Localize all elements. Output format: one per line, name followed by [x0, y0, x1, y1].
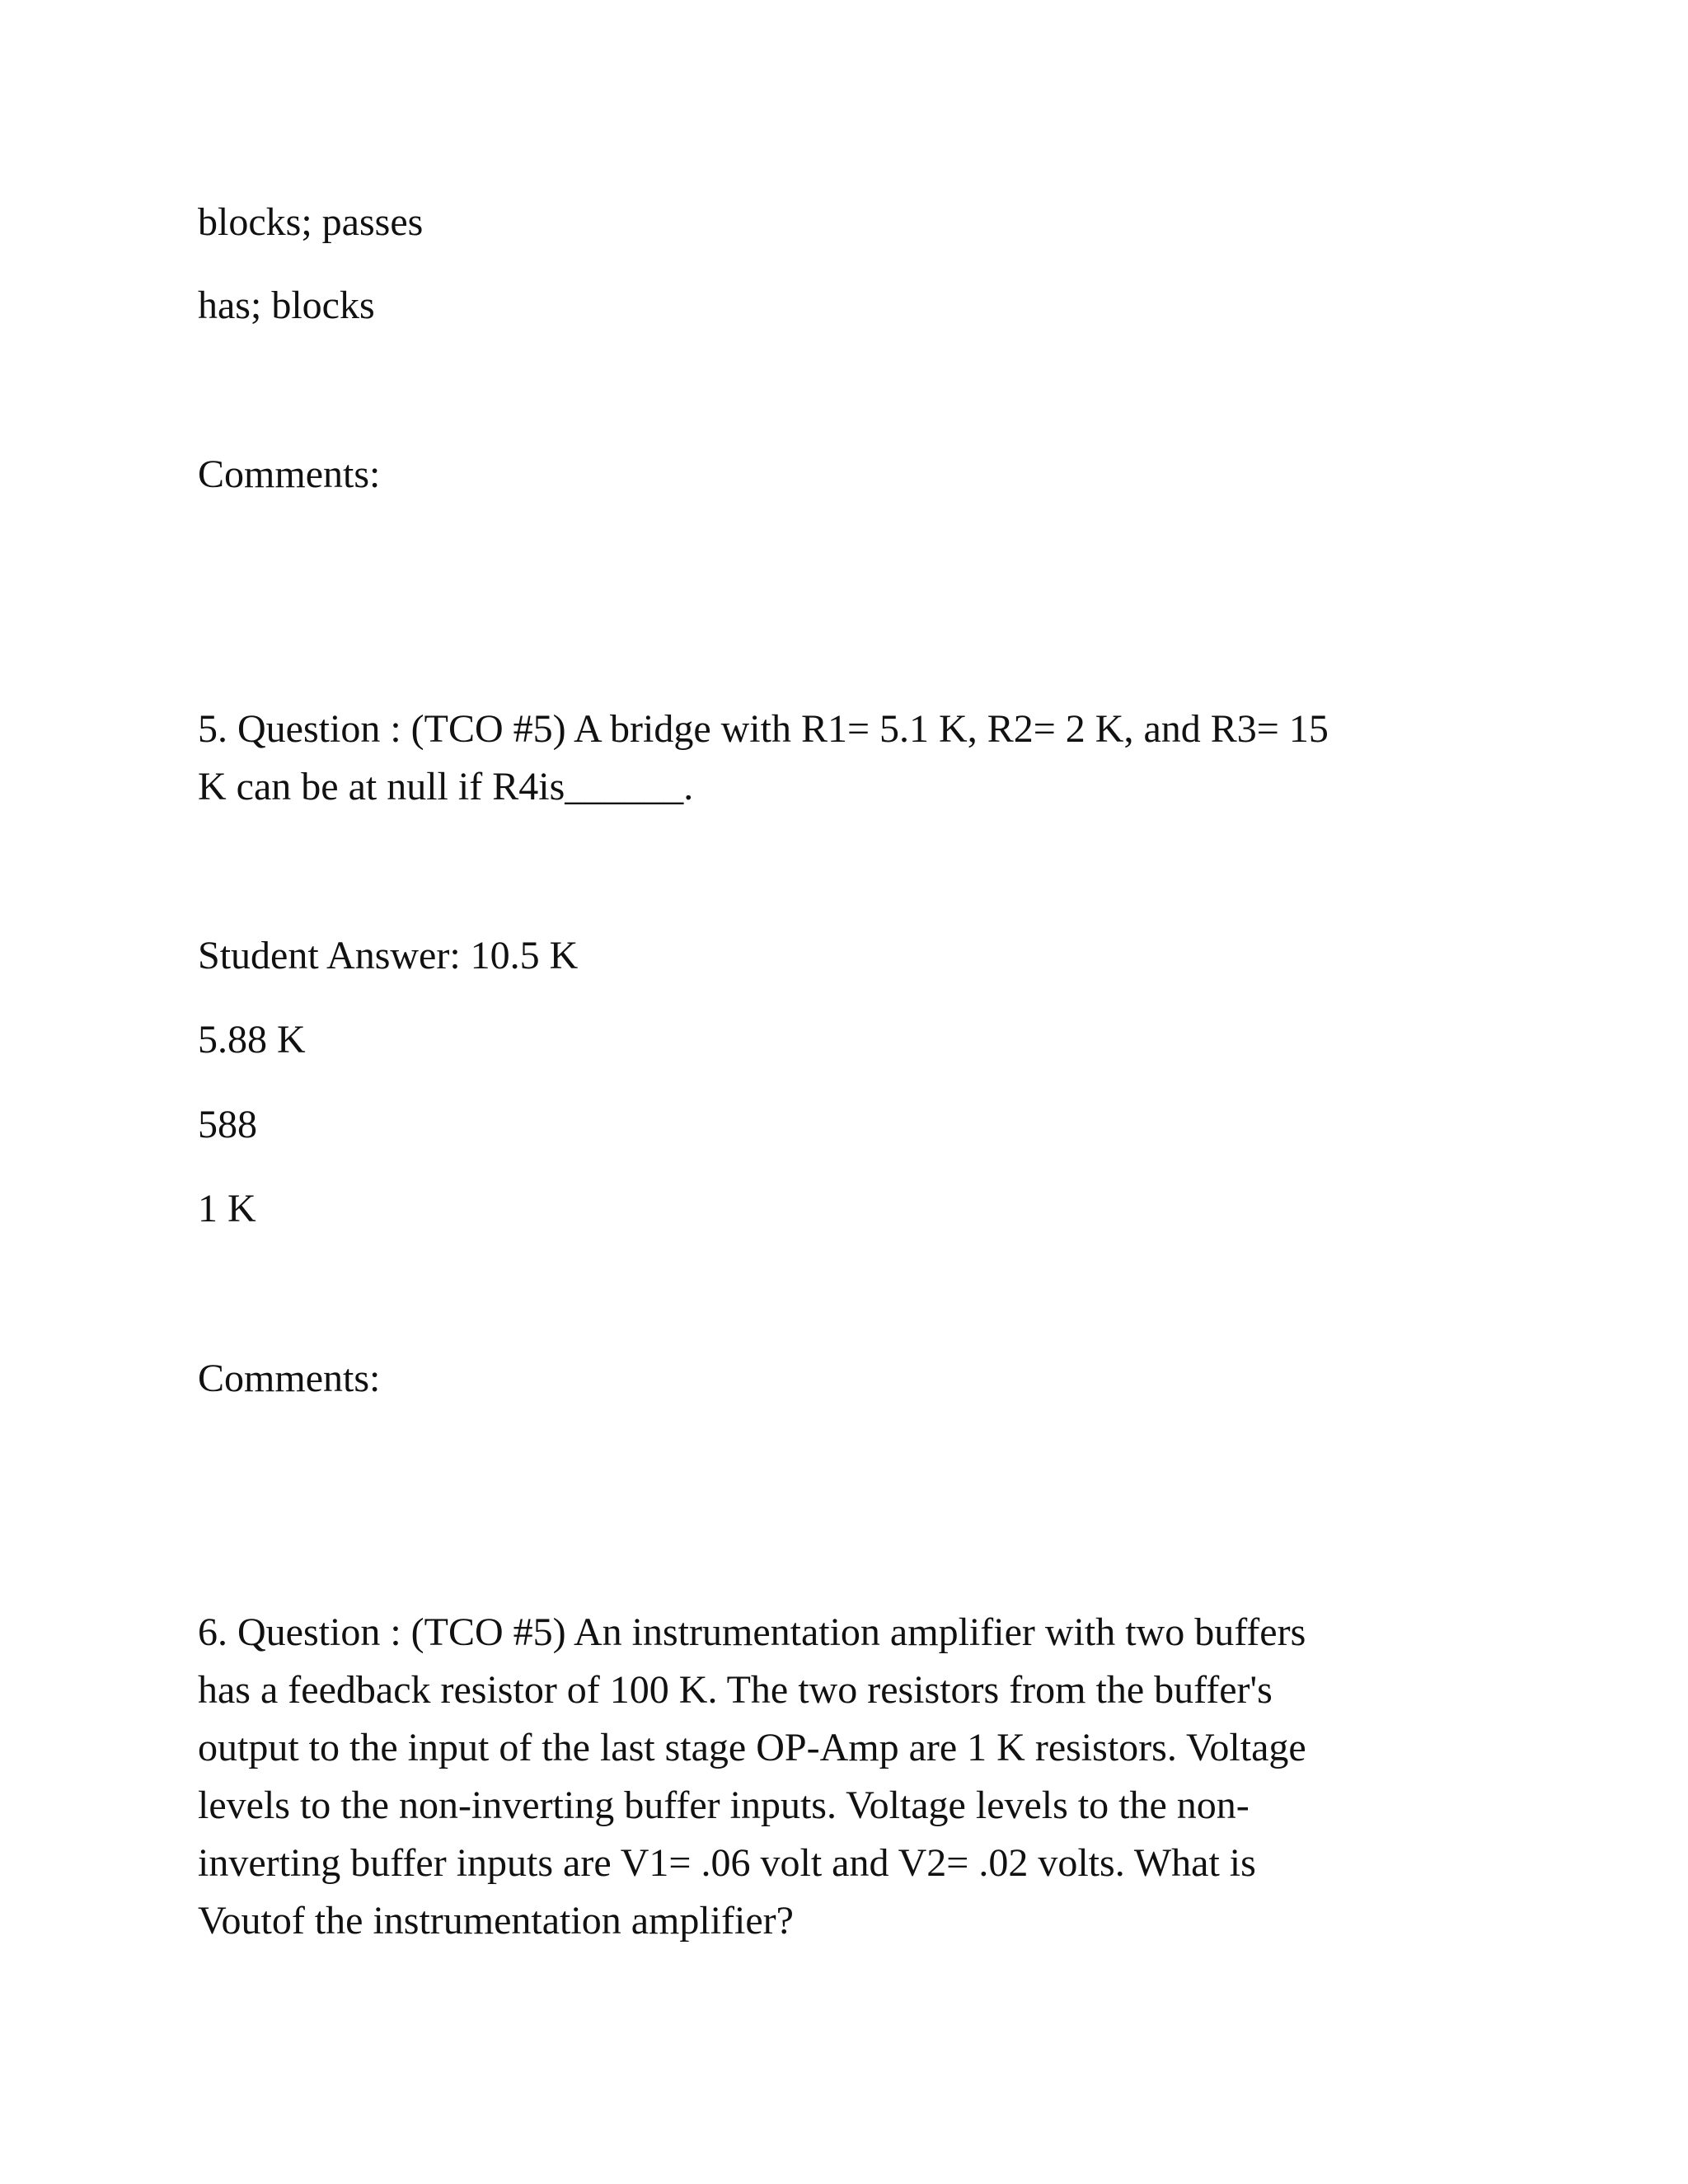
question-6-text-line: levels to the non-inverting buffer inputs. Voltage levels to the non- [198, 1783, 1250, 1827]
answer-option: has; blocks [198, 284, 375, 327]
answer-option: 588 [198, 1103, 257, 1146]
answer-option: blocks; passes [198, 200, 424, 244]
question-6-text-line: has a feedback resistor of 100 K. The two resistors from the buffer's [198, 1668, 1273, 1712]
comments-label: Comments: [198, 1357, 381, 1400]
question-6-text-line: 6. Question : (TCO #5) An instrumentation amplifier with two buffers [198, 1610, 1306, 1654]
question-5-text-line-1: 5. Question : (TCO #5) A bridge with R1= 5.1 K, R2= 2 K, and R3= 15 [198, 707, 1329, 751]
question-5-text-line-2: K can be at null if R4is______. [198, 765, 694, 808]
student-answer: Student Answer: 10.5 K [198, 934, 579, 977]
question-6-text-line: inverting buffer inputs are V1= .06 volt and V2= .02 volts. What is [198, 1841, 1256, 1885]
answer-option: 5.88 K [198, 1018, 306, 1062]
comments-label: Comments: [198, 452, 381, 496]
answer-option: 1 K [198, 1187, 256, 1230]
question-6-text-line: output to the input of the last stage OP-Amp are 1 K resistors. Voltage [198, 1726, 1306, 1769]
question-6-text-line: Voutof the instrumentation amplifier? [198, 1899, 794, 1943]
